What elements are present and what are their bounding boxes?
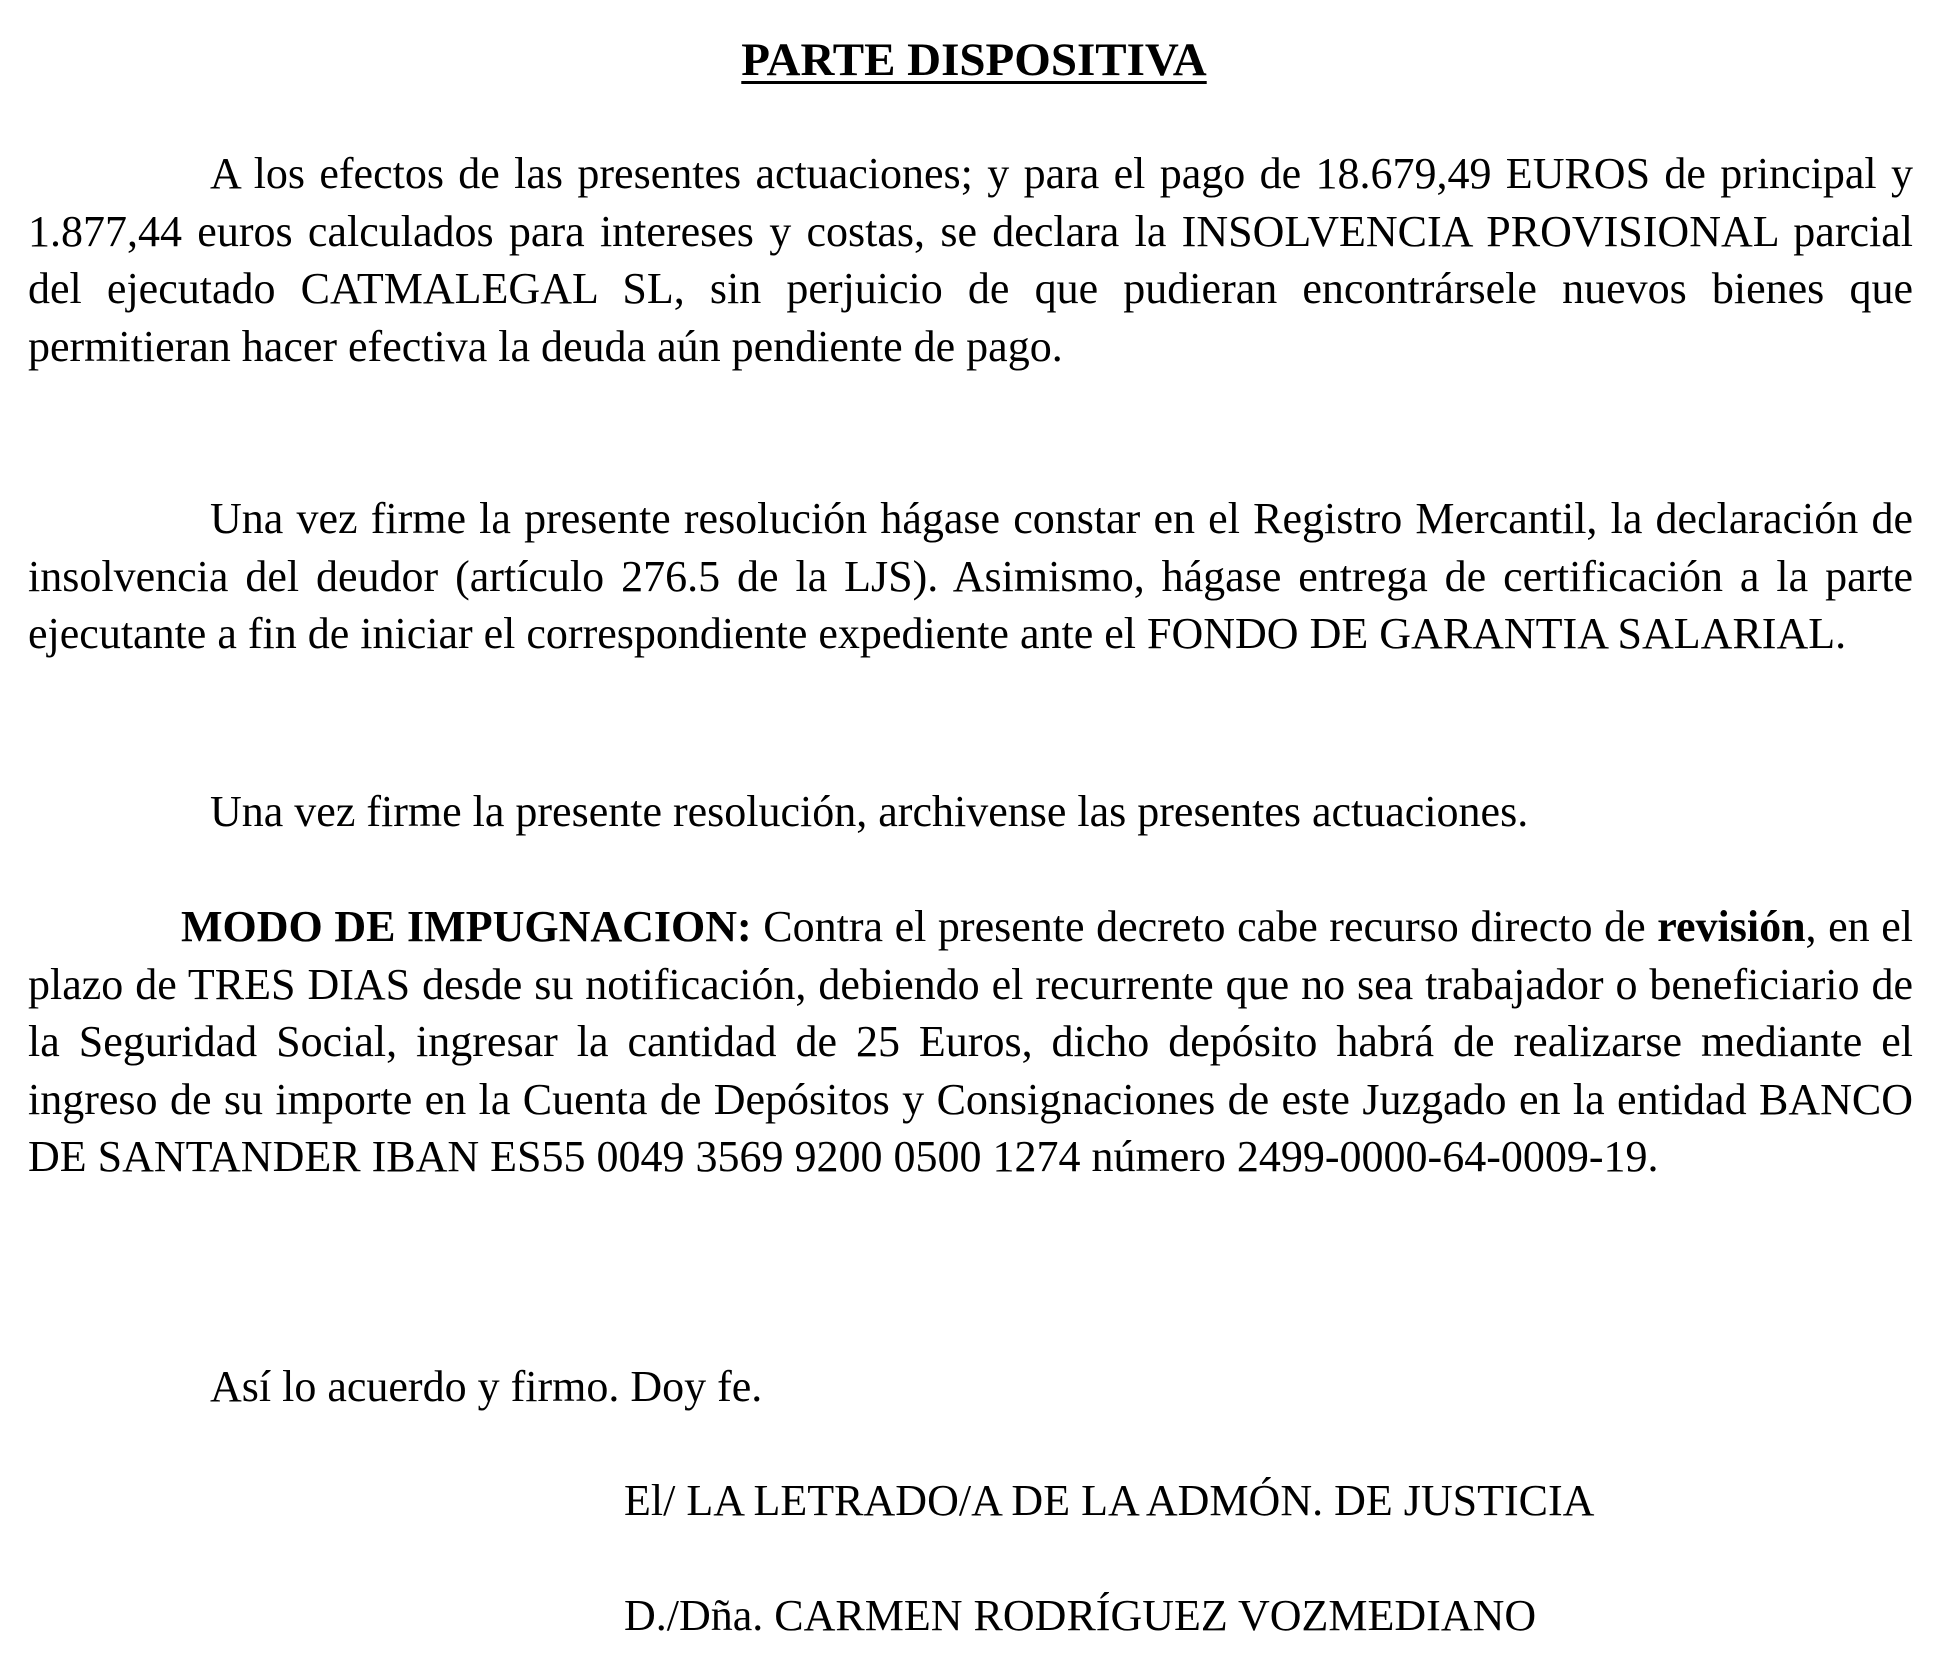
paragraph-registro-mercantil: Una vez firme la presente resolución hágase constar en el Registro Mercantil, la declaración de insolvencia del deudor (artículo 276.5 de la LJS). Asimismo, hágase entrega de certificación a la parte ejecutante a fin de iniciar el correspondiente expediente ante el FONDO DE GARANTIA SALARIAL.: [28, 494, 1913, 658]
paragraph-insolvencia: A los efectos de las presentes actuaciones; y para el pago de 18.679,49 EUROS de principal y 1.877,44 euros calculados para intereses y costas, se declara la INSOLVENCIA PROVISIONAL parcial del ejecutado CATMALEGAL SL, sin perjuicio de que pudieran encontrársele nuevos bienes que permitieran hacer efectiva la deuda aún pendiente de pago.: [28, 149, 1913, 371]
signature-role: El/ LA LETRADO/A DE LA ADMÓN. DE JUSTICIA: [624, 1476, 1595, 1525]
signature-name: D./Dña. CARMEN RODRÍGUEZ VOZMEDIANO: [624, 1591, 1537, 1640]
impugnacion-heading: MODO DE IMPUGNACION:: [181, 902, 752, 951]
document-title: [0, 30, 1948, 90]
paragraph-modo-impugnacion: [28, 898, 1913, 1186]
document-title-text: PARTE DISPOSITIVA: [741, 34, 1207, 86]
impugnacion-text-2: , en el plazo de TRES DIAS desde su notificación, debiendo el recurrente que no sea trabajador o beneficiario de la Seguridad Social, ingresar la cantidad de 25 Euros, dicho depósito habrá de realizarse mediante el ingreso de su importe en la Cuenta de Depósitos y Consignaciones de este Juzgado en la entidad BANCO DE SANTANDER IBAN ES55 0049 3569 9200 0500 1274 número 2499-0000-64-0009-19.: [28, 902, 1913, 1181]
impugnacion-bold-word: revisión: [1657, 902, 1806, 951]
impugnacion-text-1: Contra el presente decreto cabe recurso directo de: [751, 902, 1658, 951]
closing-statement: Así lo acuerdo y firmo. Doy fe.: [210, 1362, 763, 1411]
paragraph-archivo: Una vez firme la presente resolución, archivense las presentes actuaciones.: [210, 787, 1529, 836]
